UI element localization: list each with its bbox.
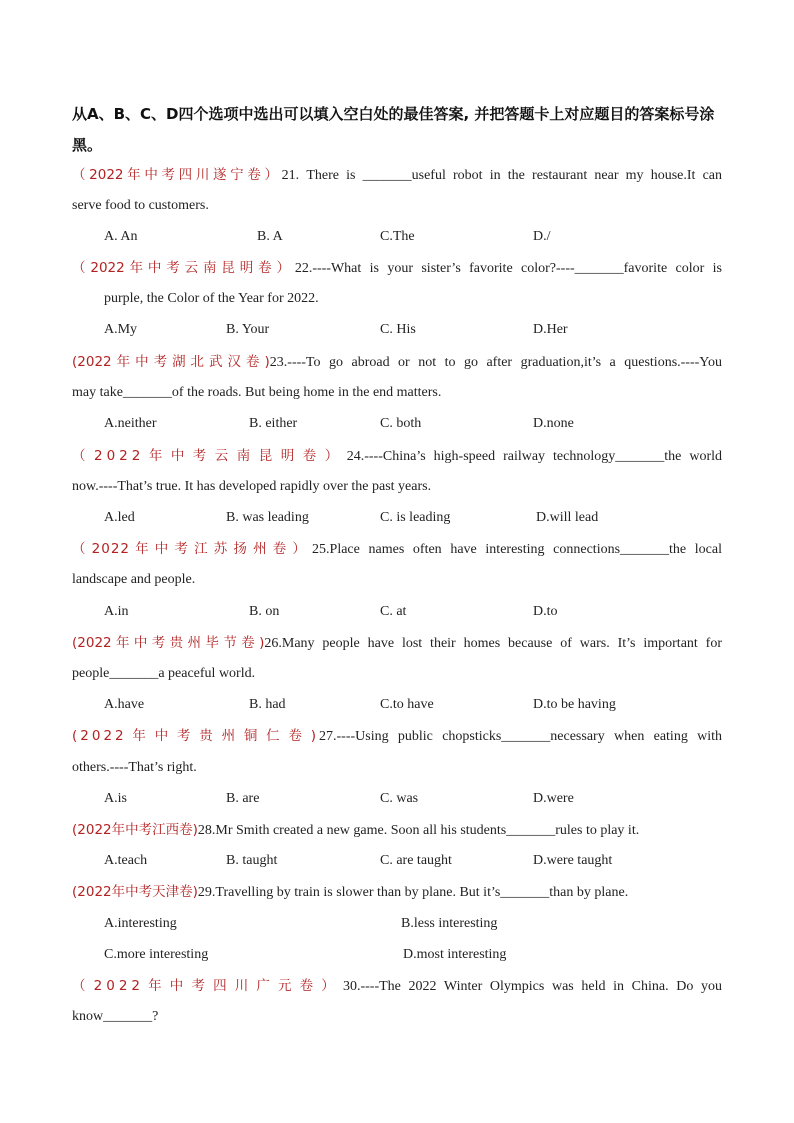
question-text: 28.Mr Smith created a new game. Soon all his students_______rules to play it. (197, 823, 640, 838)
question-22-stem (72, 259, 722, 278)
question-22-option-a: A.My (104, 322, 138, 337)
question-28-stem (72, 821, 722, 840)
question-21-option-d: D./ (533, 229, 551, 244)
question-21-stem-cont: serve food to customers. (72, 198, 209, 213)
question-text: 24.----China’s high-speed railway technology_______the world (346, 449, 722, 464)
question-27-option-a: A.is (104, 791, 127, 806)
question-text: 25.Place names often have interesting connections_______the local (312, 542, 722, 557)
question-24-option-b: B. was leading (226, 510, 309, 525)
question-27-option-b: B. are (226, 791, 260, 806)
question-source: (2022年中考湖北武汉卷) (72, 354, 270, 370)
question-22-option-d: D.Her (533, 322, 568, 337)
question-source: （2022年中考四川遂宁卷） (72, 167, 282, 183)
question-25-stem (72, 540, 722, 559)
question-text: 23.----To go abroad or not to go after graduation,it’s a questions.----You (269, 355, 723, 370)
question-26-stem-cont: people_______a peaceful world. (72, 666, 256, 681)
question-21-option-a: A. An (104, 229, 138, 244)
question-30-stem (72, 977, 722, 996)
question-26-option-a: A.have (104, 697, 145, 712)
question-source: (2022年中考贵州铜仁卷) (72, 728, 320, 744)
question-text: 22.----What is your sister’s favorite color?----_______favorite color is (294, 261, 722, 276)
question-28-option-b: B. taught (226, 853, 278, 868)
question-source: (2022年中考天津卷) (72, 884, 198, 900)
question-28-option-d: D.were taught (533, 853, 613, 868)
question-22-option-c: C. His (380, 322, 416, 337)
question-27-stem-cont: others.----That’s right. (72, 760, 197, 775)
question-21-option-c: C.The (380, 229, 415, 244)
question-25-option-d: D.to (533, 604, 558, 619)
question-26-option-d: D.to be having (533, 697, 616, 712)
question-text: 26.Many people have lost their homes because of wars. It’s important for (264, 636, 723, 651)
question-29-option-c: C.more interesting (104, 947, 209, 962)
question-28-option-c: C. are taught (380, 853, 452, 868)
question-25-option-c: C. at (380, 604, 407, 619)
question-21-option-b: B. A (257, 229, 283, 244)
question-23-option-a: A.neither (104, 416, 157, 431)
question-24-option-d: D.will lead (536, 510, 599, 525)
question-26-option-b: B. had (249, 697, 286, 712)
question-22-stem-cont: purple, the Color of the Year for 2022. (104, 291, 319, 306)
question-text: 29.Travelling by train is slower than by plane. But it’s_______than by plane. (197, 885, 629, 900)
question-source: （2022年中考江苏扬州卷） (72, 541, 313, 557)
question-27-stem (72, 727, 722, 746)
question-source: （2022年中考云南昆明卷） (72, 448, 347, 464)
question-21-stem (72, 166, 722, 185)
question-24-option-c: C. is leading (380, 510, 451, 525)
question-29-option-b: B.less interesting (401, 916, 498, 931)
question-23-stem (72, 353, 722, 372)
question-23-option-d: D.none (533, 416, 574, 431)
question-30-stem-cont: know_______? (72, 1009, 159, 1024)
question-25-option-b: B. on (249, 604, 280, 619)
question-28-option-a: A.teach (104, 853, 148, 868)
question-26-stem (72, 634, 722, 653)
question-22-option-b: B. Your (226, 322, 270, 337)
question-24-stem-cont: now.----That’s true. It has developed rapidly over the past years. (72, 479, 432, 494)
question-24-option-a: A.led (104, 510, 135, 525)
question-text: 30.----The 2022 Winter Olympics was held in China. Do you (342, 979, 723, 994)
question-text: 27.----Using public chopsticks_______necessary when eating with (319, 729, 723, 744)
question-source: (2022年中考贵州毕节卷) (72, 635, 265, 651)
question-29-option-a: A.interesting (104, 916, 177, 931)
question-25-stem-cont: landscape and people. (72, 572, 196, 587)
question-29-stem (72, 883, 722, 902)
question-24-stem (72, 447, 722, 466)
question-source: （2022年中考四川广元卷） (72, 978, 343, 994)
instruction-text: 从A、B、C、D四个选项中选出可以填入空白处的最佳答案, 并把答题卡上对应题目的答案标号涂黑。 (72, 105, 715, 154)
question-source: （2022年中考云南昆明卷） (72, 260, 295, 276)
question-23-stem-cont: may take_______of the roads. But being home in the end matters. (72, 385, 442, 400)
question-26-option-c: C.to have (380, 697, 434, 712)
question-text: 21. There is _______useful robot in the restaurant near my house.It can (281, 168, 722, 183)
question-29-option-d: D.most interesting (403, 947, 507, 962)
question-27-option-d: D.were (533, 791, 574, 806)
question-source: (2022年中考江西卷) (72, 822, 198, 838)
question-25-option-a: A.in (104, 604, 129, 619)
question-23-option-b: B. either (249, 416, 298, 431)
question-27-option-c: C. was (380, 791, 419, 806)
question-23-option-c: C. both (380, 416, 422, 431)
